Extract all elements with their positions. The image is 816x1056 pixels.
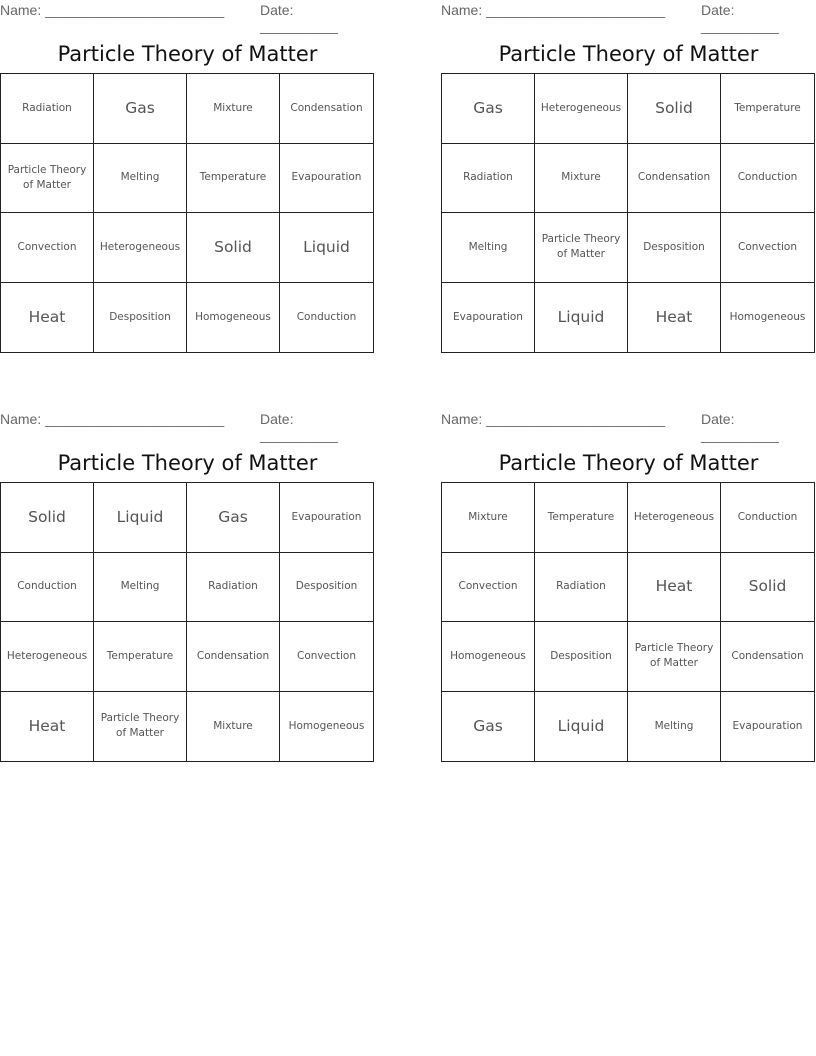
bingo-cell: Solid	[187, 213, 280, 283]
bingo-grid	[441, 482, 815, 762]
bingo-cell: Mixture	[187, 692, 280, 762]
bingo-cell: Particle Theory of Matter	[535, 213, 628, 283]
bingo-cell: Gas	[442, 74, 535, 144]
bingo-cell: Homogeneous	[729, 310, 806, 323]
bingo-cell: Temperature	[535, 483, 628, 553]
card-header	[441, 0, 816, 34]
bingo-cell: Gas	[187, 483, 280, 553]
bingo-cell: Melting	[628, 692, 721, 762]
name-field: Name: _______________________	[441, 411, 666, 427]
bingo-cell: Convection	[1, 213, 94, 283]
bingo-cell: Convection	[721, 213, 814, 283]
bingo-cell: Homogeneous	[442, 622, 535, 692]
bingo-cell: Heat	[1, 283, 94, 353]
bingo-cell: Desposition	[535, 622, 628, 692]
bingo-cell: Heterogeneous	[1, 622, 94, 692]
bingo-cell: Radiation	[187, 553, 280, 623]
bingo-cell: Desposition	[280, 553, 373, 623]
bingo-cell: Condensation	[280, 74, 373, 144]
bingo-cell: Heat	[628, 283, 721, 353]
bingo-cell: Particle Theory of Matter	[1, 144, 94, 214]
bingo-grid	[441, 73, 815, 353]
bingo-cell: Condensation	[721, 622, 814, 692]
card-header	[0, 409, 375, 443]
bingo-cell: Desposition	[628, 213, 721, 283]
bingo-cell: Temperature	[721, 74, 814, 144]
bingo-cell: Condensation	[628, 144, 721, 214]
date-field: Date: __________	[260, 2, 338, 34]
bingo-cell: Melting	[442, 213, 535, 283]
bingo-cell: Radiation	[1, 74, 94, 144]
card-title: Particle Theory of Matter	[57, 451, 318, 475]
card-title: Particle Theory of Matter	[498, 451, 759, 475]
card-title: Particle Theory of Matter	[498, 42, 759, 66]
bingo-cell: Particle Theory of Matter	[628, 622, 721, 692]
bingo-grid	[0, 73, 374, 353]
date-field: Date: __________	[260, 411, 338, 443]
bingo-cell: Melting	[94, 144, 187, 214]
bingo-cell: Evapouration	[732, 719, 803, 732]
bingo-cell: Homogeneous	[187, 283, 280, 353]
bingo-cell: Heat	[628, 553, 721, 623]
bingo-cell: Heterogeneous	[535, 74, 628, 144]
bingo-cell: Evapouration	[280, 144, 373, 214]
bingo-cell: Conduction	[721, 144, 814, 214]
bingo-cell: Heat	[1, 692, 94, 762]
bingo-cell: Homogeneous	[288, 719, 365, 732]
bingo-cell: Condensation	[187, 622, 280, 692]
bingo-cell: Liquid	[280, 213, 373, 283]
card-header	[0, 0, 375, 34]
bingo-cell: Desposition	[94, 283, 187, 353]
bingo-cell: Radiation	[535, 553, 628, 623]
bingo-cell: Gas	[442, 692, 535, 762]
name-field: Name: _______________________	[441, 2, 666, 18]
name-field: Name: _______________________	[0, 411, 225, 427]
bingo-cell: Particle Theory of Matter	[94, 692, 187, 762]
card-header	[441, 409, 816, 443]
bingo-cell: Liquid	[94, 483, 187, 553]
bingo-cell: Conduction	[1, 553, 94, 623]
bingo-cell: Heterogeneous	[628, 483, 721, 553]
bingo-cell: Radiation	[442, 144, 535, 214]
bingo-cell: Evapouration	[442, 283, 535, 353]
bingo-cell: Conduction	[296, 310, 357, 323]
bingo-cell: Liquid	[535, 283, 628, 353]
bingo-cell: Heterogeneous	[94, 213, 187, 283]
bingo-cell: Temperature	[187, 144, 280, 214]
bingo-cell: Conduction	[721, 483, 814, 553]
bingo-cell: Liquid	[535, 692, 628, 762]
bingo-cell: Convection	[442, 553, 535, 623]
card-title: Particle Theory of Matter	[57, 42, 318, 66]
bingo-cell: Solid	[1, 483, 94, 553]
bingo-cell: Mixture	[187, 74, 280, 144]
date-field: Date: __________	[701, 2, 779, 34]
bingo-grid	[0, 482, 374, 762]
name-field: Name: _______________________	[0, 2, 225, 18]
bingo-cell: Solid	[628, 74, 721, 144]
bingo-cell: Gas	[94, 74, 187, 144]
bingo-cell: Mixture	[535, 144, 628, 214]
bingo-cell: Temperature	[94, 622, 187, 692]
bingo-cell: Melting	[94, 553, 187, 623]
bingo-cell: Solid	[721, 553, 814, 623]
bingo-cell: Evapouration	[280, 483, 373, 553]
bingo-cell: Convection	[280, 622, 373, 692]
bingo-cell: Mixture	[442, 483, 535, 553]
date-field: Date: __________	[701, 411, 779, 443]
